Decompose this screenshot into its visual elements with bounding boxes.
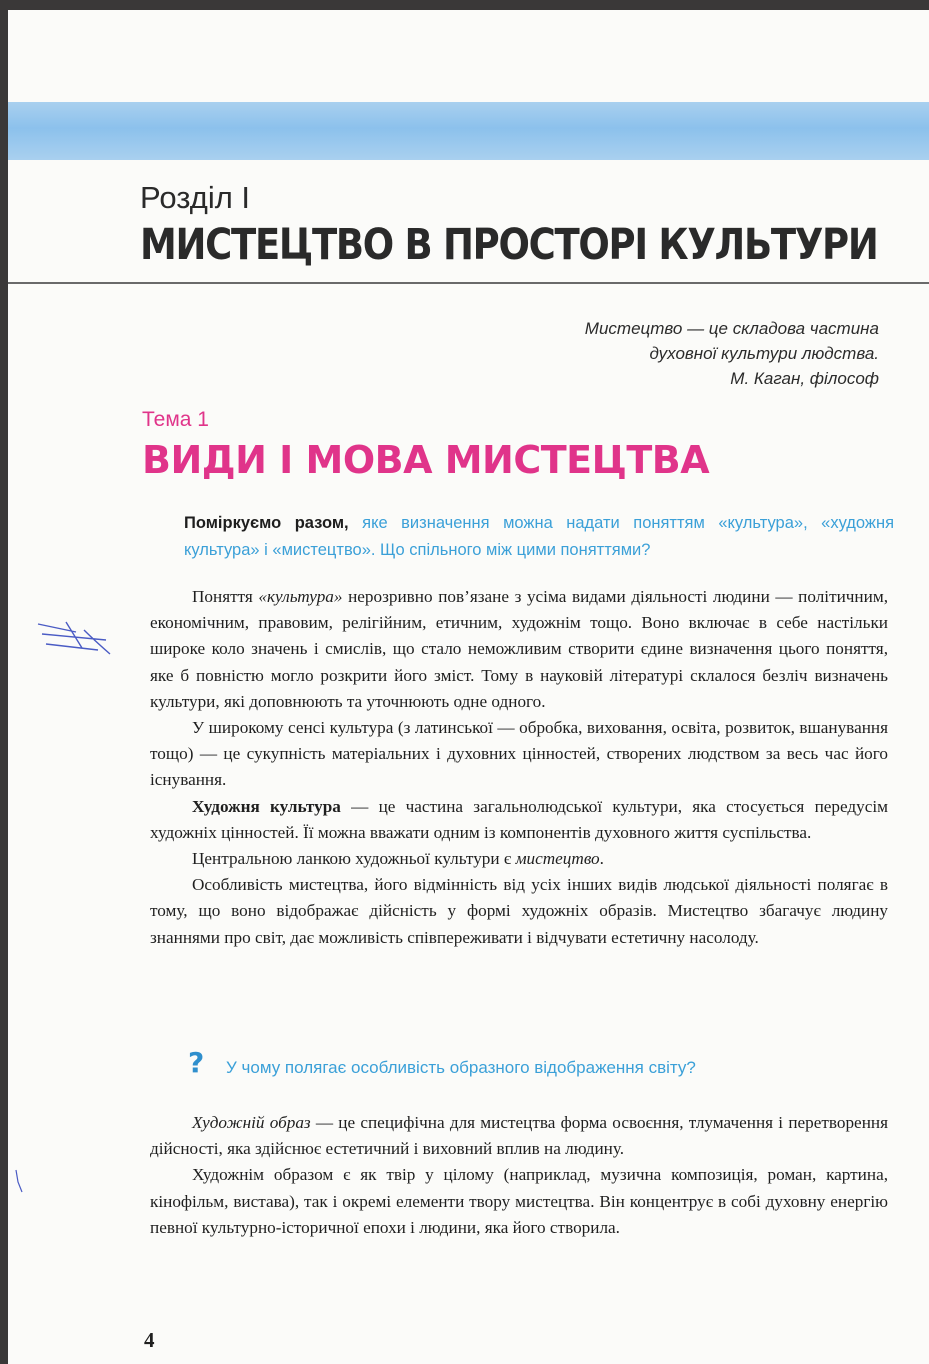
section-label: Розділ І: [140, 180, 251, 215]
term-art: мистецтво: [515, 849, 600, 869]
paragraph: [150, 794, 888, 846]
epigraph: [359, 316, 879, 391]
term-culture: «культура»: [258, 587, 343, 606]
paragraph-text: — це специфічна для мистецтва форма освоєння, тлумачення і перетворення дійсності, яка здійснює естетичний і виховний вплив на людину.: [150, 1113, 888, 1159]
section-divider: [8, 282, 929, 284]
paragraph: [150, 584, 888, 715]
main-text: [150, 584, 888, 951]
paragraph: У широкому сенсі культура (з латинської — обробка, виховання, освіта, розвиток, вшанування тощо) — це сукупність матеріальних і духовних цінностей, створених людством за весь час його існування.: [150, 718, 888, 790]
paragraph-text: — це частина загальнолюдської культури, яка стосується передусім художніх цінностей. Її можна вважати одним із компонентів духовного життя суспільства.: [150, 796, 889, 842]
paragraph: [150, 846, 888, 872]
decorative-blue-band: [8, 102, 929, 160]
epigraph-author: М. Каган, філософ: [730, 369, 879, 388]
paragraph: Художнім образом є як твір у цілому (наприклад, музична композиція, роман, картина, кінофільм, вистава), так і окремі елементи твору мистецтва. Він концентрує в собі духовну енергію певної культурно-історичної епохи і людини, яка його створила.: [150, 1165, 888, 1237]
pen-scribble-mark: [36, 610, 116, 670]
section-title: МИСТЕЦТВО В ПРОСТОРІ КУЛЬТУРИ: [140, 220, 878, 270]
topic-label: Тема 1: [142, 408, 209, 431]
epigraph-line: Мистецтво — це складова частина: [584, 319, 879, 338]
paragraph-text: нерозривно пов’язане з усіма видами діяльності людини — політичним, економічним, правовим, релігійним, етичним, художнім тощо. Воно включає в себе настільки широке коло значень і смислів, що стало неможливим створити єдине визначення цього поняття, яке б повністю могло розкрити його зміст. Тому в науковій літературі склалося безліч визначень культури, які доповнюють та уточнюють одне одного.: [150, 587, 889, 711]
question-text: У чому полягає особливість образного відображення світу?: [226, 1058, 696, 1077]
paragraph: Особливість мистецтва, його відмінність від усіх інших видів людської діяльності полягає в тому, що воно відображає дійсність у формі художніх образів. Мистецтво збагачує людину знаннями про світ, дає можливість співпереживати і відчувати естетичну насолоду.: [150, 875, 888, 947]
term-art-culture: Художня культура: [192, 796, 341, 816]
pen-mark: [12, 1168, 26, 1198]
paragraph: [150, 1110, 888, 1162]
question-mark-icon: ?: [188, 1046, 205, 1079]
paragraph-text: Центральною ланкою художньої культури є: [192, 849, 516, 869]
prompt-text: яке визначення можна надати поняттям «культура», «художня культура» і «мистецтво». Що спільного між цими поняттями?: [184, 514, 895, 559]
paragraph-text: Поняття: [192, 587, 259, 606]
question-callout: [188, 1046, 888, 1086]
prompt-lead: Поміркуємо разом,: [184, 514, 349, 532]
discussion-prompt: [184, 510, 894, 564]
topic-title: ВИДИ І МОВА МИСТЕЦТВА: [142, 438, 710, 482]
textbook-page: [8, 10, 929, 1364]
term-art-image: Художній образ: [192, 1113, 311, 1132]
epigraph-line: духовної культури людства.: [649, 344, 879, 363]
page-number: 4: [144, 1328, 155, 1352]
main-text-continued: [150, 1110, 888, 1241]
paragraph-text: .: [599, 849, 604, 869]
